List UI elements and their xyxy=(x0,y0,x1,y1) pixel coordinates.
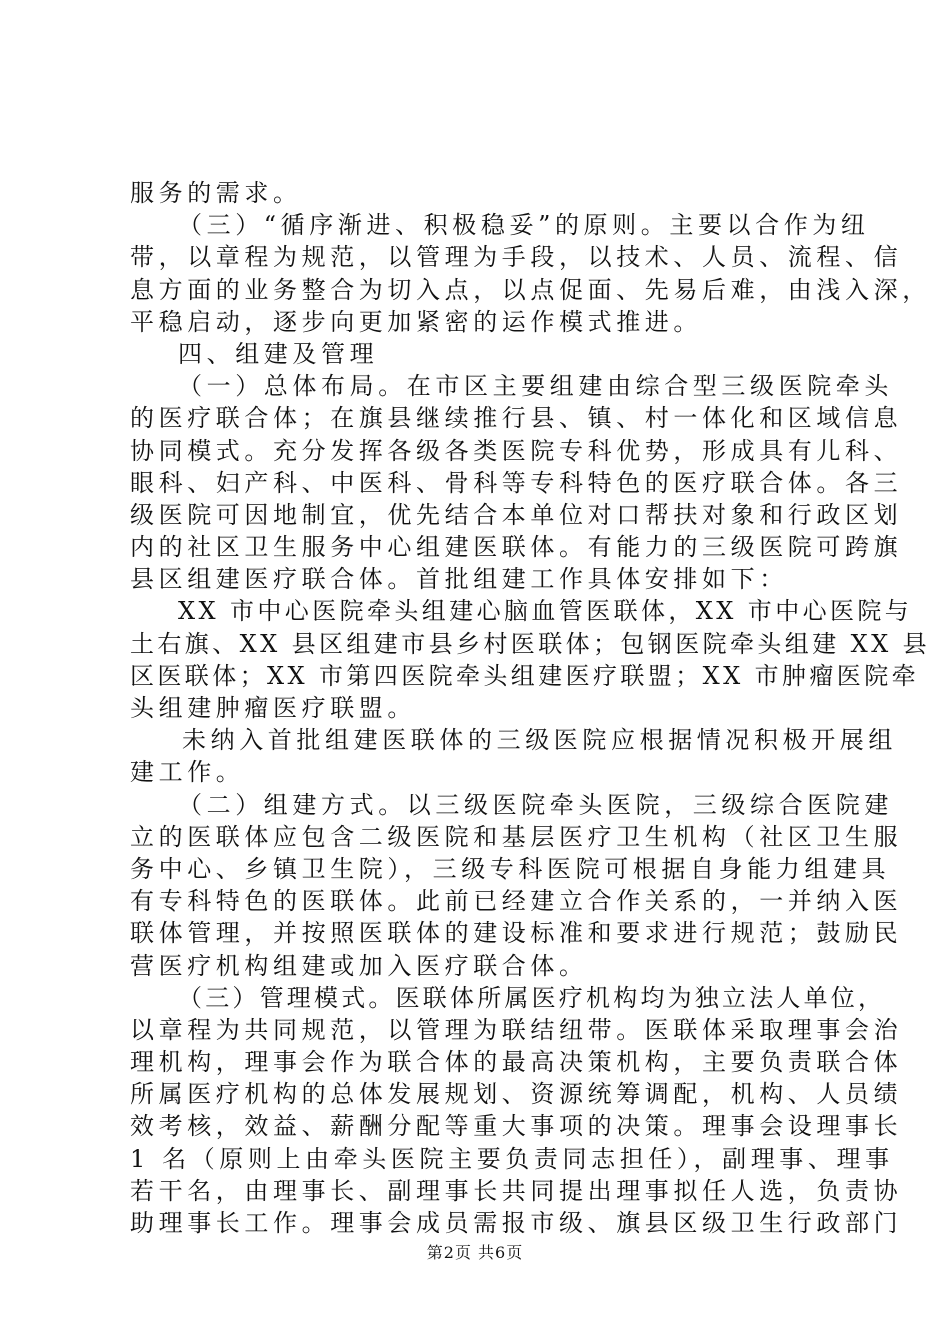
text-line: 有专科特色的医联体。此前已经建立合作关系的，一并纳入医 xyxy=(130,887,903,915)
text-line: 立的医联体应包含二级医院和基层医疗卫生机构（社区卫生服 xyxy=(130,823,903,851)
text-line: （三）管理模式。医联体所属医疗机构均为独立法人单位， xyxy=(178,984,886,1012)
text-line: 营医疗机构组建或加入医疗联合体。 xyxy=(130,952,588,980)
text-line: 联体管理，并按照医联体的建设标准和要求进行规范；鼓励民 xyxy=(130,919,903,947)
text-line: 助理事长工作。理事会成员需报市级、旗县区级卫生行政部门 xyxy=(130,1209,903,1237)
text-line: 建工作。 xyxy=(130,758,245,786)
page-footer: 第2页 共6页 xyxy=(426,1243,524,1262)
text-line: 土右旗、XX 县区组建市县乡村医联体；包钢医院牵头组建 XX 县 xyxy=(130,630,931,658)
text-line: XX 市中心医院牵头组建心脑血管医联体，XX 市中心医院与 xyxy=(178,597,913,625)
text-line: 眼科、妇产科、中医科、骨科等专科特色的医疗联合体。各三 xyxy=(130,469,903,497)
text-line: 息方面的业务整合为切入点，以点促面、先易后难，由浅入深， xyxy=(130,276,931,304)
text-line: 县区组建医疗联合体。首批组建工作具体安排如下： xyxy=(130,565,788,593)
text-line: （三）“循序渐进、积极稳妥”的原则。主要以合作为纽 xyxy=(178,211,870,239)
text-line: 区医联体；XX 市第四医院牵头组建医疗联盟；XX 市肿瘤医院牵 xyxy=(130,662,919,690)
section-heading: 四、组建及管理 xyxy=(178,340,379,368)
text-line: 效考核，效益、薪酬分配等重大事项的决策。理事会设理事长 xyxy=(130,1112,903,1140)
text-line: 头组建肿瘤医疗联盟。 xyxy=(130,694,416,722)
text-line: （一）总体布局。在市区主要组建由综合型三级医院牵头 xyxy=(178,372,893,400)
text-line: 平稳启动，逐步向更加紧密的运作模式推进。 xyxy=(130,308,702,336)
text-line: 级医院可因地制宜，优先结合本单位对口帮扶对象和行政区划 xyxy=(130,501,903,529)
text-line: 未纳入首批组建医联体的三级医院应根据情况积极开展组 xyxy=(182,726,897,754)
text-line: 若干名，由理事长、副理事长共同提出理事拟任人选，负责协 xyxy=(130,1177,903,1205)
text-line: 1 名（原则上由牵头医院主要负责同志担任），副理事、理事 xyxy=(130,1145,894,1173)
text-line: 带，以章程为规范，以管理为手段，以技术、人员、流程、信 xyxy=(130,243,903,271)
text-line: 务中心、乡镇卫生院），三级专科医院可根据自身能力组建具 xyxy=(130,855,891,883)
text-line: 协同模式。充分发挥各级各类医院专科优势，形成具有儿科、 xyxy=(130,437,903,465)
text-line: 服务的需求。 xyxy=(130,179,302,207)
text-line: 的医疗联合体；在旗县继续推行县、镇、村一体化和区域信息 xyxy=(130,404,903,432)
text-line: 所属医疗机构的总体发展规划、资源统筹调配，机构、人员绩 xyxy=(130,1080,903,1108)
text-line: （二）组建方式。以三级医院牵头医院，三级综合医院建 xyxy=(178,791,893,819)
text-line: 以章程为共同规范，以管理为联结纽带。医联体采取理事会治 xyxy=(130,1016,903,1044)
text-line: 理机构，理事会作为联合体的最高决策机构，主要负责联合体 xyxy=(130,1048,903,1076)
text-line: 内的社区卫生服务中心组建医联体。有能力的三级医院可跨旗 xyxy=(130,533,903,561)
